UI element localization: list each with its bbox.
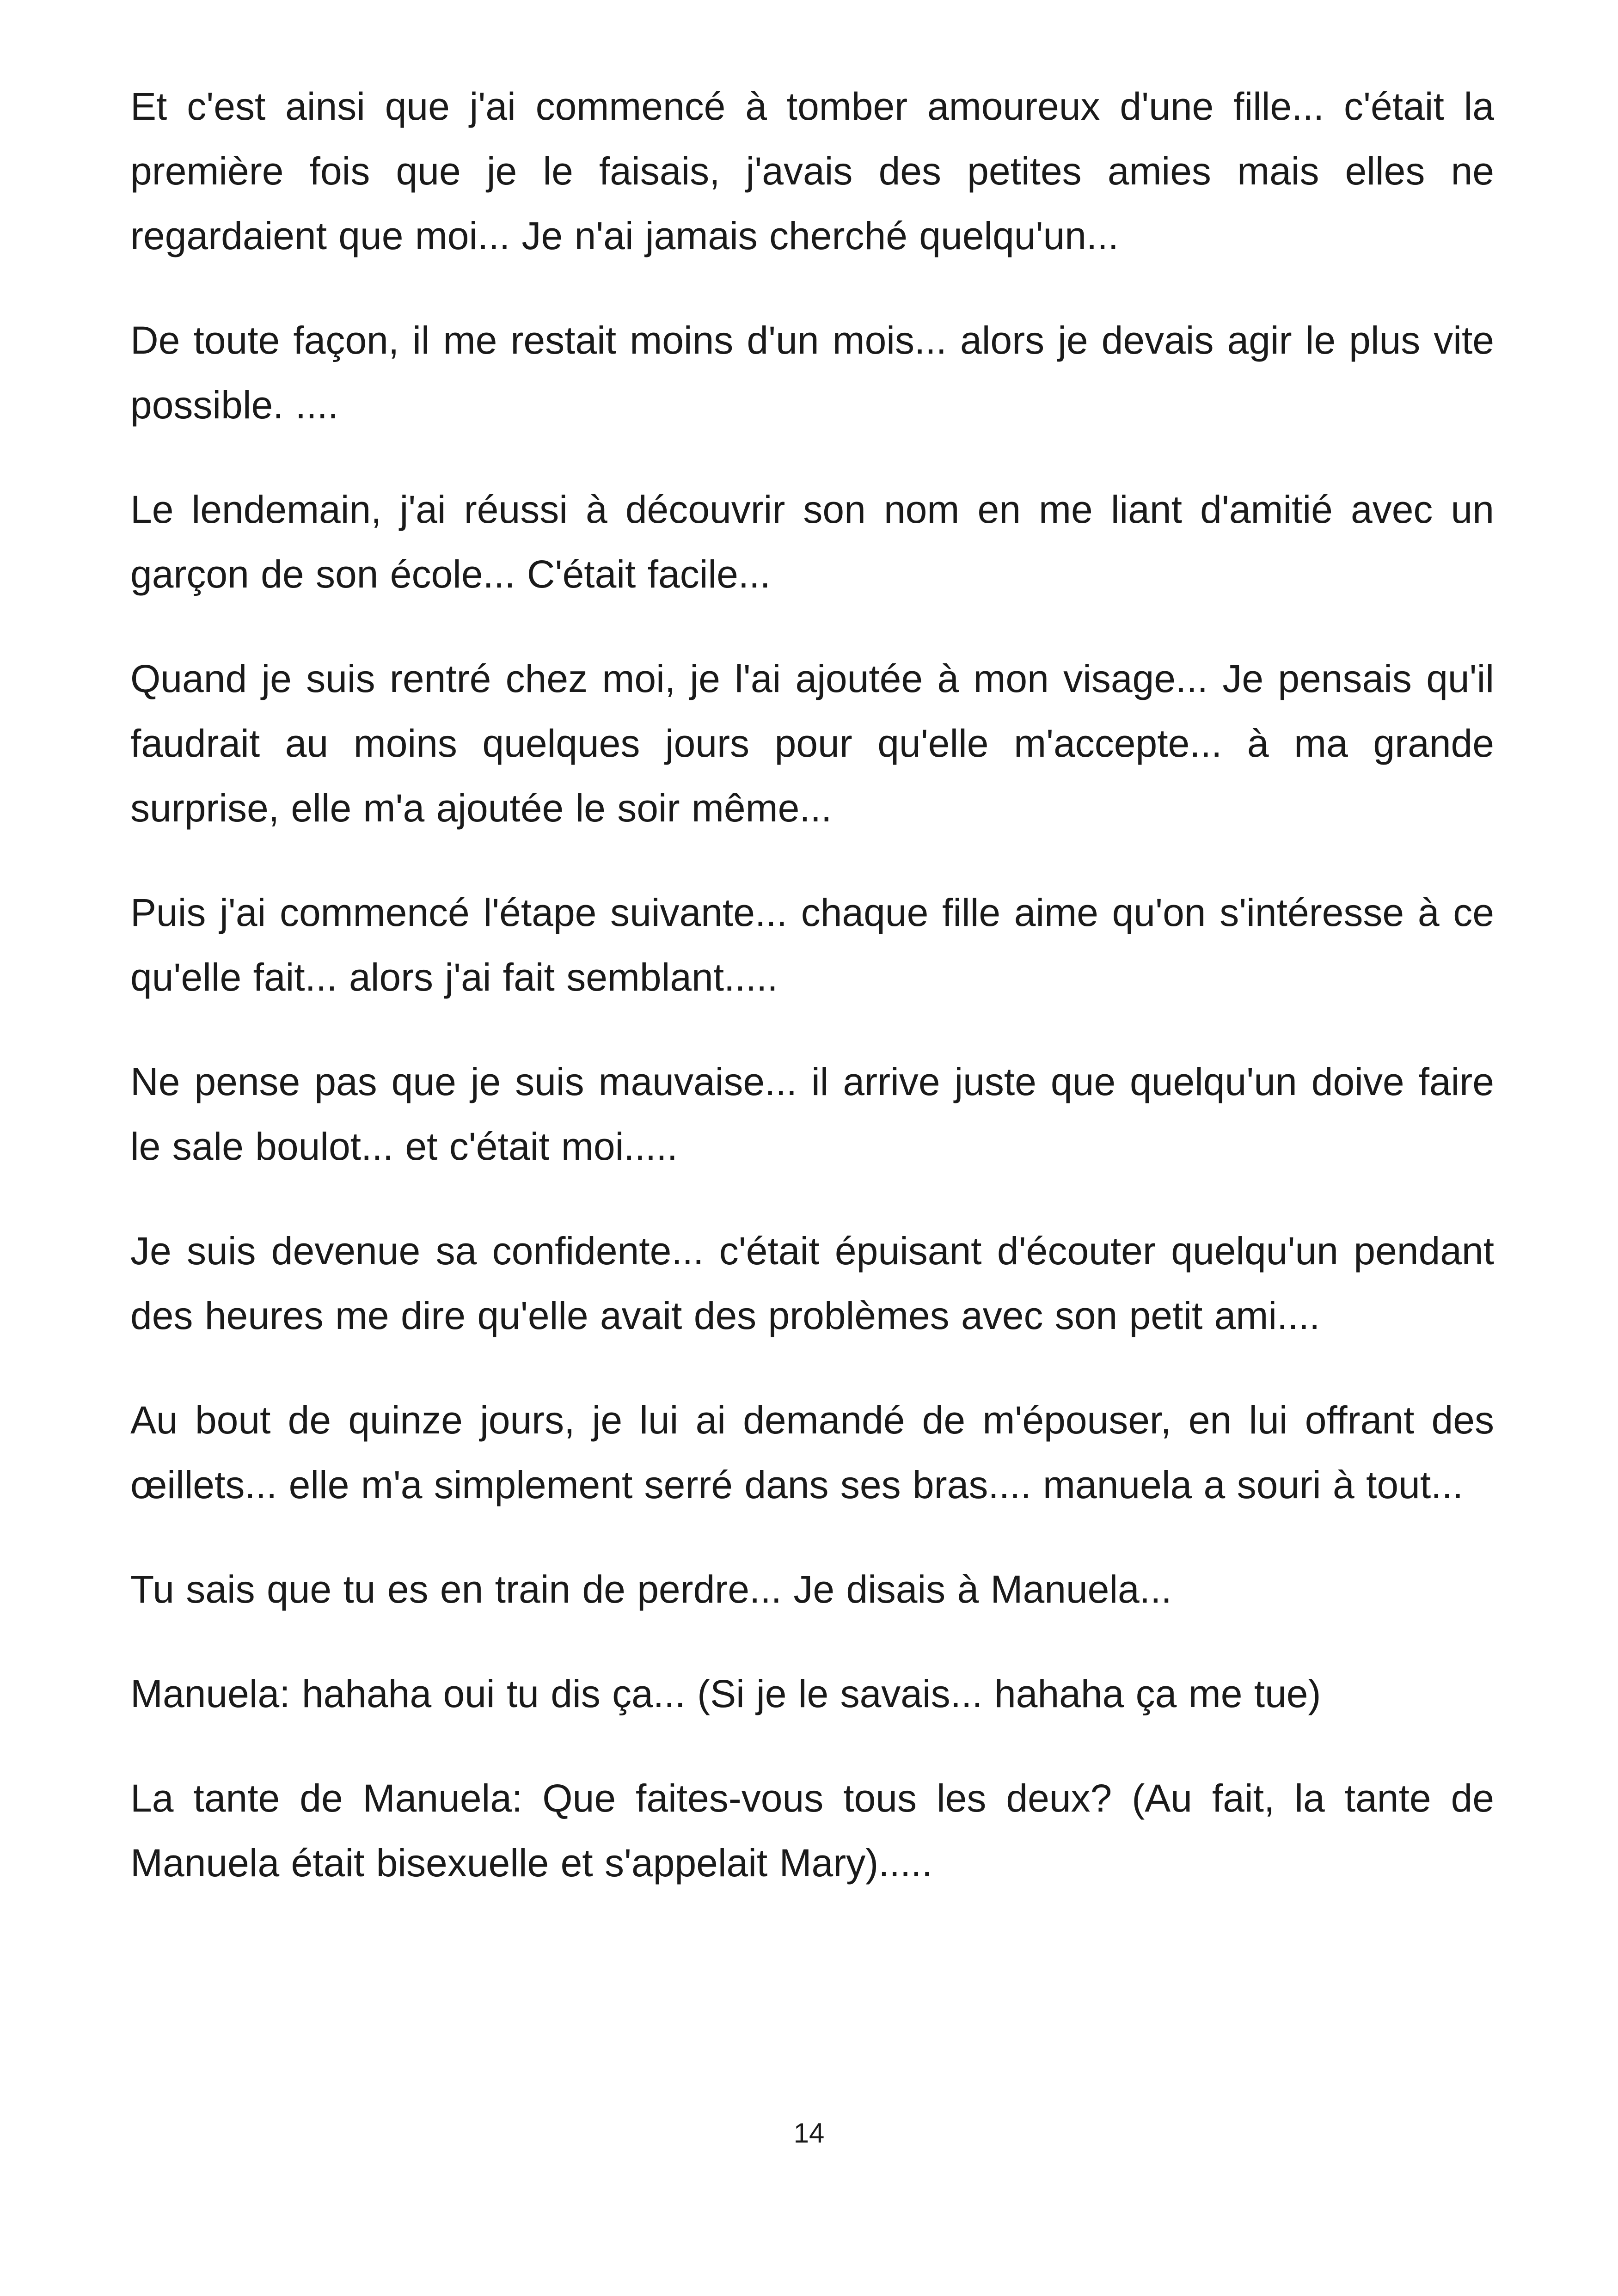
paragraph: Quand je suis rentré chez moi, je l'ai ajoutée à mon visage... Je pensais qu'il faudrait au moins quelques jours pour qu'elle m'accepte... à ma grande surprise, elle m'a ajoutée le soir même... xyxy=(130,657,1494,830)
paragraph: De toute façon, il me restait moins d'un mois... alors je devais agir le plus vite possible. .... xyxy=(130,318,1494,427)
paragraph: Manuela: hahaha oui tu dis ça... (Si je le savais... hahaha ça me tue) xyxy=(130,1672,1321,1715)
paragraph: Je suis devenue sa confidente... c'était épuisant d'écouter quelqu'un pendant des heures me dire qu'elle avait des problèmes avec son petit ami.... xyxy=(130,1229,1494,1337)
paragraph: Au bout de quinze jours, je lui ai demandé de m'épouser, en lui offrant des œillets... elle m'a simplement serré dans ses bras.... manuela a souri à tout... xyxy=(130,1398,1494,1506)
paragraph: Et c'est ainsi que j'ai commencé à tomber amoureux d'une fille... c'était la première fois que je le faisais, j'avais des petites amies mais elles ne regardaient que moi... Je n'ai jamais cherché quelqu'un... xyxy=(130,85,1494,257)
paragraph: Tu sais que tu es en train de perdre... Je disais à Manuela... xyxy=(130,1567,1172,1611)
paragraph: Le lendemain, j'ai réussi à découvrir son nom en me liant d'amitié avec un garçon de son école... C'était facile... xyxy=(130,488,1494,596)
page-number: 14 xyxy=(793,2118,825,2149)
paragraph: Ne pense pas que je suis mauvaise... il arrive juste que quelqu'un doive faire le sale boulot... et c'était moi..... xyxy=(130,1060,1494,1168)
body-text xyxy=(130,74,1494,1935)
paragraph: La tante de Manuela: Que faites-vous tous les deux? (Au fait, la tante de Manuela était bisexuelle et s'appelait Mary)..... xyxy=(130,1776,1494,1885)
paragraph: Puis j'ai commencé l'étape suivante... chaque fille aime qu'on s'intéresse à ce qu'elle fait... alors j'ai fait semblant..... xyxy=(130,891,1494,999)
